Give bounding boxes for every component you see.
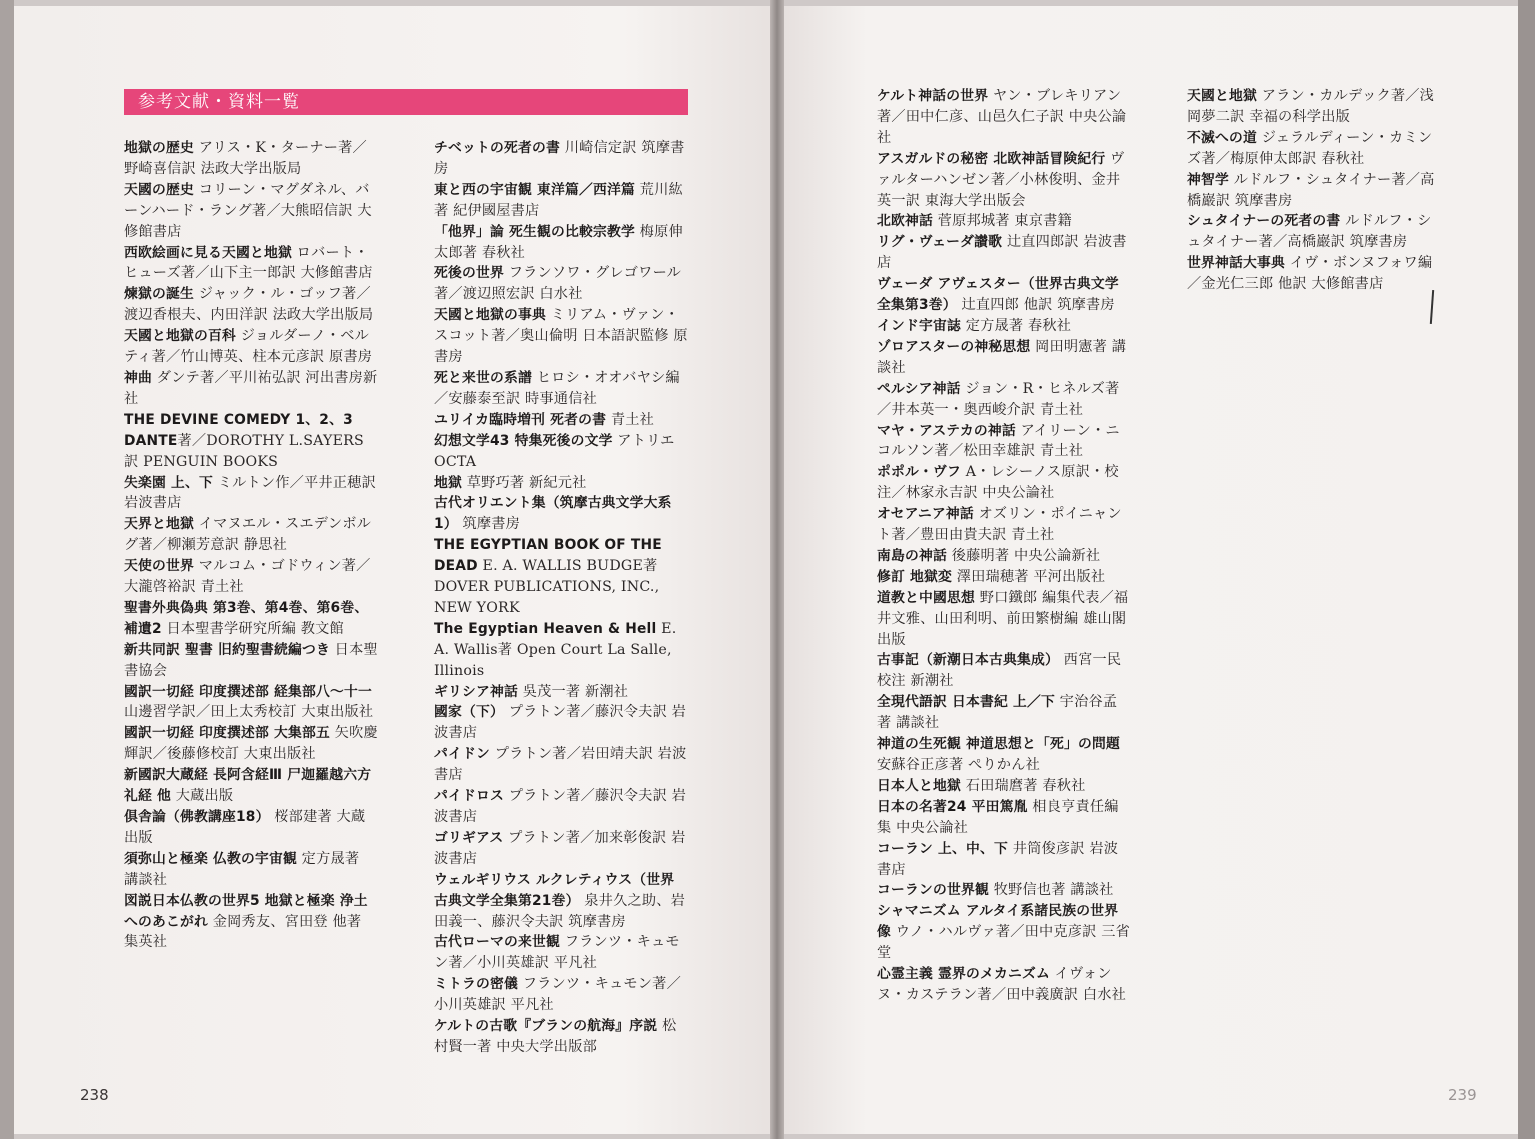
entry-title: 天國と地獄 bbox=[1187, 88, 1257, 104]
entry-details: 川崎信定訳 筑摩書房 bbox=[434, 140, 685, 177]
entry-title: 「他界」論 死生観の比較宗教学 bbox=[434, 223, 635, 240]
entry-details: ウノ・ハルヴァ著／田中克彦訳 三省堂 bbox=[877, 924, 1131, 962]
entry-title: アスガルドの秘密 北欧神話冒険紀行 bbox=[877, 150, 1106, 167]
entry-details: 野口鐵郎 編集代表／福井文雅、山田利明、前田繁樹編 雄山閣出版 bbox=[877, 589, 1129, 648]
entry-details: 岡田明憲著 講談社 bbox=[877, 338, 1127, 376]
entry-details: 泉井久之助、岩田義一、藤沢令夫訳 筑摩書房 bbox=[434, 892, 686, 930]
bibliography-entry bbox=[877, 274, 1131, 316]
entry-details: アトリエOCTA bbox=[434, 432, 675, 470]
entry-details: イマヌエル・スエデンボルグ著／柳瀬芳意訳 静思社 bbox=[124, 516, 372, 554]
bibliography-entry bbox=[124, 765, 378, 807]
bibliography-entry bbox=[434, 974, 688, 1016]
entry-title: 新共同訳 聖書 旧約聖書続編つき bbox=[124, 641, 330, 658]
entry-details: 吳茂一著 新潮社 bbox=[517, 683, 629, 700]
entry-details: 草野巧著 新紀元社 bbox=[462, 474, 587, 491]
entry-details: ミリアム・ヴァン・スコット著／奥山倫明 日本語訳監修 原書房 bbox=[434, 307, 688, 366]
entry-title: 神智学 bbox=[1187, 171, 1229, 188]
bibliography-entry bbox=[434, 473, 688, 494]
entry-title: ミトラの密儀 bbox=[434, 976, 518, 993]
bibliography-entry bbox=[877, 734, 1131, 776]
entry-details: オズリン・ポイニャント著／豊田由貴夫訳 青土社 bbox=[877, 506, 1122, 544]
bibliography-entry bbox=[124, 723, 378, 765]
entry-details: フランソワ・グレゴワール著／渡辺照宏訳 白水社 bbox=[434, 265, 682, 303]
entry-title: ギリシア神話 bbox=[434, 683, 518, 700]
entry-details: ルドルフ・シュタイナー著／高橋巖訳 筑摩書房 bbox=[1187, 171, 1435, 209]
bibliography-entry bbox=[434, 263, 688, 305]
bibliography-entry bbox=[877, 776, 1131, 797]
bibliography-entry bbox=[434, 180, 688, 222]
bibliography-entry bbox=[877, 650, 1131, 692]
entry-details: イヴォンヌ・カステラン著／田中義廣訳 白水社 bbox=[877, 966, 1127, 1003]
entry-details: 井筒俊彦訳 岩波書店 bbox=[877, 840, 1119, 878]
entry-details: 定方晟著 講談社 bbox=[124, 850, 360, 888]
page-number-left: 238 bbox=[80, 1086, 109, 1104]
entry-title: 死と来世の系譜 bbox=[434, 369, 532, 386]
bibliography-entry bbox=[877, 316, 1131, 337]
entry-title: 修訂 地獄変 bbox=[877, 568, 952, 585]
bibliography-entry bbox=[124, 849, 378, 891]
entry-title: オセアニア神話 bbox=[877, 506, 974, 523]
entry-title: 倶舎論（佛教講座18） bbox=[124, 809, 270, 825]
bibliography-entry bbox=[877, 588, 1131, 651]
entry-details: 辻直四郎訳 岩波書店 bbox=[877, 234, 1127, 272]
entry-details: アイリーン・ニコルソン著／松田幸雄訳 青土社 bbox=[877, 422, 1120, 460]
entry-title: 幻想文学43 特集死後の文学 bbox=[434, 432, 613, 449]
bibliography-entry bbox=[1187, 253, 1441, 295]
section-heading: 参考文献・資料一覧 bbox=[124, 89, 688, 115]
entry-title: ゴリギアス bbox=[434, 829, 504, 846]
entry-title: 天界と地獄 bbox=[124, 516, 194, 533]
entry-title: コーランの世界観 bbox=[877, 882, 989, 899]
entry-title: 天國の歴史 bbox=[124, 181, 194, 198]
entry-title: ゾロアスターの神秘思想 bbox=[877, 338, 1031, 355]
entry-details: 相良亨責任編集 中央公論社 bbox=[877, 798, 1119, 836]
bibliography-entry bbox=[877, 337, 1131, 379]
book-gutter bbox=[770, 0, 784, 1139]
bibliography-entry bbox=[434, 305, 688, 368]
bibliography-entry bbox=[124, 891, 378, 954]
entry-title: マヤ・アステカの神話 bbox=[877, 422, 1016, 439]
bibliography-entry bbox=[124, 598, 378, 640]
entry-title: 新國訳大蔵経 長阿含経Ⅲ 尸迦羅越六方礼経 他 bbox=[124, 767, 372, 805]
entry-details: プラトン著／藤沢令夫訳 岩波書店 bbox=[434, 704, 687, 742]
bibliography-column-left-2 bbox=[434, 138, 688, 1058]
entry-details: プラトン著／岩田靖夫訳 岩波書店 bbox=[434, 746, 687, 784]
bibliography-entry bbox=[434, 619, 688, 682]
entry-details: ジョルダーノ・ベルティ著／竹山博英、柱本元彦訳 原書房 bbox=[124, 328, 373, 366]
bibliography-entry bbox=[877, 964, 1131, 1006]
entry-details: 大蔵出版 bbox=[171, 788, 234, 805]
entry-title: 失楽園 上、下 bbox=[124, 474, 213, 491]
entry-details: ヤン・ブレキリアン著／田中仁彦、山邑久仁子訳 中央公論社 bbox=[877, 88, 1127, 146]
entry-details: 定方晟著 春秋社 bbox=[960, 317, 1072, 334]
book-edge-right bbox=[1518, 0, 1535, 1139]
bibliography-entry bbox=[877, 546, 1131, 567]
entry-details: A・レシーノス原訳・校注／林家永吉訳 中央公論社 bbox=[877, 464, 1119, 502]
bibliography-entry bbox=[877, 901, 1131, 964]
bibliography-entry bbox=[434, 138, 688, 180]
bibliography-column-right-1 bbox=[877, 86, 1131, 1006]
entry-title: ウェルギリウス ルクレティウス（世界古典文学全集第21巻） bbox=[434, 871, 675, 909]
entry-details: E. A. WALLIS BUDGE著 DOVER PUBLICATIONS, INC., NEW YORK bbox=[434, 558, 660, 616]
entry-details: 辻直四郎 他訳 筑摩書房 bbox=[956, 297, 1115, 314]
entry-title: 不滅への道 bbox=[1187, 129, 1257, 146]
entry-title: シャマニズム アルタイ系諸民族の世界像 bbox=[877, 903, 1119, 941]
entry-title: パイドロス bbox=[434, 788, 504, 805]
entry-title: リグ・ヴェーダ讃歌 bbox=[877, 234, 1003, 251]
bibliography-entry bbox=[877, 421, 1131, 463]
entry-title: 西欧絵画に見る天國と地獄 bbox=[124, 244, 292, 261]
entry-details: ロバート・ヒューズ著／山下主一郎訳 大修館書店 bbox=[124, 244, 373, 282]
entry-details: 菅原邦城著 東京書籍 bbox=[933, 213, 1072, 230]
entry-title: 古事記（新潮日本古典集成） bbox=[877, 652, 1059, 669]
entry-title: ヴェーダ アヴェスター（世界古典文学全集第3巻） bbox=[877, 276, 1119, 314]
entry-details: 牧野信也著 講談社 bbox=[988, 882, 1114, 899]
bibliography-entry bbox=[434, 1016, 688, 1058]
entry-details: 矢吹慶輝訳／後藤修校訂 大東出版社 bbox=[124, 725, 378, 763]
entry-title: The Egyptian Heaven & Hell bbox=[434, 620, 657, 637]
bibliography-entry bbox=[124, 640, 378, 682]
entry-details: ジョン・R・ヒネルズ著／井本英一・奥西峻介訳 青土社 bbox=[877, 380, 1120, 418]
entry-details: 著／DOROTHY L.SAYERS訳 PENGUIN BOOKS bbox=[124, 432, 364, 470]
bibliography-entry bbox=[124, 180, 378, 243]
entry-title: 神曲 bbox=[124, 369, 152, 386]
entry-title: パイドン bbox=[434, 746, 490, 763]
entry-details: マルコム・ゴドウィン著／大瀧啓裕訳 青土社 bbox=[124, 558, 371, 596]
entry-title: 東と西の宇宙観 東洋篇／西洋篇 bbox=[434, 181, 635, 198]
entry-details: フランツ・キュモン著／小川英雄訳 平凡社 bbox=[434, 934, 680, 972]
bibliography-entry bbox=[124, 410, 378, 473]
bibliography-entry bbox=[434, 702, 688, 744]
bibliography-entry bbox=[1187, 170, 1441, 212]
bibliography-entry bbox=[124, 138, 378, 180]
bibliography-entry bbox=[1187, 86, 1441, 128]
entry-title: シュタイナーの死者の書 bbox=[1187, 213, 1341, 230]
entry-details: ジェラルディーン・カミンズ著／梅原伸太郎訳 春秋社 bbox=[1187, 129, 1433, 167]
entry-details: アリス・K・ターナー著／野崎喜信訳 法政大学出版局 bbox=[124, 140, 367, 177]
bibliography-entry bbox=[124, 556, 378, 598]
bibliography-entry bbox=[434, 786, 688, 828]
bibliography-entry bbox=[877, 149, 1131, 212]
page-number-right: 239 bbox=[1448, 1086, 1477, 1104]
entry-title: 南島の神話 bbox=[877, 547, 947, 564]
entry-details: E. A. Wallis著 Open Court La Salle, Illinois bbox=[434, 620, 677, 679]
bibliography-entry bbox=[434, 828, 688, 870]
entry-title: 天國と地獄の事典 bbox=[434, 307, 546, 324]
bibliography-entry bbox=[124, 514, 378, 556]
entry-details: 日本聖書協会 bbox=[124, 641, 378, 679]
bibliography-column-left-1 bbox=[124, 138, 378, 953]
entry-details: ルドルフ・シュタイナー著／高橋巖訳 筑摩書房 bbox=[1187, 213, 1432, 251]
entry-details: ジャック・ル・ゴッフ著／渡辺香根夫、内田洋訳 法政大学出版局 bbox=[124, 286, 374, 324]
entry-details: 澤田瑞穂著 平河出版社 bbox=[952, 568, 1106, 585]
entry-details: 松村賢一著 中央大学出版部 bbox=[434, 1018, 677, 1055]
bibliography-entry bbox=[124, 284, 378, 326]
entry-title: チベットの死者の書 bbox=[434, 140, 560, 156]
entry-details: 梅原伸太郎著 春秋社 bbox=[434, 223, 683, 261]
entry-title: 世界神話大事典 bbox=[1187, 255, 1285, 272]
bibliography-entry bbox=[1187, 211, 1441, 253]
entry-title: THE EGYPTIAN BOOK OF THE DEAD bbox=[434, 537, 662, 575]
entry-title: 聖書外典偽典 第3巻、第4巻、第6巻、補遺2 bbox=[124, 599, 369, 637]
entry-details: コリーン・マグダネル、バーンハード・ラング著／大熊昭信訳 大修館書店 bbox=[124, 181, 372, 240]
bibliography-entry bbox=[877, 839, 1131, 881]
entry-details: アラン・カルデック著／浅岡夢二訳 幸福の科学出版 bbox=[1187, 88, 1435, 125]
bibliography-entry bbox=[124, 807, 378, 849]
entry-title: THE DEVINE COMEDY 1、2、3 DANTE bbox=[124, 411, 353, 449]
bibliography-entry bbox=[877, 567, 1131, 588]
bibliography-entry bbox=[434, 410, 688, 431]
entry-details: ダンテ著／平川祐弘訳 河出書房新社 bbox=[124, 369, 378, 407]
bibliography-entry bbox=[124, 682, 378, 724]
bibliography-entry bbox=[434, 535, 688, 619]
bibliography-entry bbox=[124, 243, 378, 285]
bibliography-entry bbox=[877, 379, 1131, 421]
book-edge-left bbox=[0, 0, 14, 1139]
bibliography-entry bbox=[877, 462, 1131, 504]
bibliography-entry bbox=[124, 326, 378, 368]
bibliography-entry bbox=[434, 870, 688, 933]
entry-details: 筑摩書房 bbox=[457, 516, 521, 533]
bibliography-entry bbox=[1187, 128, 1441, 170]
entry-title: ペルシア神話 bbox=[877, 380, 961, 397]
bibliography-entry bbox=[877, 797, 1131, 839]
entry-title: ケルト神話の世界 bbox=[877, 88, 989, 104]
entry-title: ケルトの古歌『ブランの航海』序説 bbox=[434, 1018, 658, 1035]
entry-details: プラトン著／藤沢令夫訳 岩波書店 bbox=[434, 788, 687, 825]
entry-title: 道教と中國思想 bbox=[877, 589, 975, 606]
entry-details: ヒロシ・オオバヤシ編／安藤泰至訳 時事通信社 bbox=[434, 369, 680, 407]
entry-details: ヴァルターハンゼン著／小林俊明、金井英一訳 東海大学出版会 bbox=[877, 150, 1125, 209]
bibliography-entry bbox=[877, 692, 1131, 734]
entry-title: コーラン 上、中、下 bbox=[877, 840, 1008, 857]
entry-title: 日本の名著24 平田篤胤 bbox=[877, 798, 1028, 815]
bibliography-entry bbox=[434, 222, 688, 264]
entry-details: ミルトン作／平井正穂訳 岩波書店 bbox=[124, 474, 376, 512]
entry-details: 青土社 bbox=[606, 411, 655, 428]
bibliography-entry bbox=[877, 880, 1131, 901]
entry-details: 荒川紘著 紀伊國屋書店 bbox=[434, 181, 683, 219]
entry-title: インド宇宙誌 bbox=[877, 317, 961, 334]
bibliography-entry bbox=[877, 211, 1131, 232]
entry-title: 古代ローマの来世観 bbox=[434, 934, 560, 951]
entry-title: 國訳一切経 印度撰述部 経集部八～十一 bbox=[124, 683, 372, 700]
entry-details: フランツ・キュモン著／小川英雄訳 平凡社 bbox=[434, 976, 681, 1014]
bibliography-entry bbox=[434, 682, 688, 703]
entry-title: 國家（下） bbox=[434, 704, 504, 721]
entry-details: 石田瑞麿著 春秋社 bbox=[960, 777, 1086, 794]
entry-details: 西宮一民校注 新潮社 bbox=[877, 652, 1122, 690]
bibliography-entry bbox=[124, 473, 378, 515]
entry-title: 地獄 bbox=[434, 474, 462, 491]
entry-details: 後藤明著 中央公論新社 bbox=[946, 547, 1101, 564]
entry-details: イヴ・ボンヌフォワ編／金光仁三郎 他訳 大修館書店 bbox=[1187, 255, 1433, 293]
entry-details: 日本聖書学研究所編 教文館 bbox=[161, 620, 344, 637]
bibliography-entry bbox=[434, 493, 688, 535]
entry-details: 金岡秀友、宮田登 他著 集英社 bbox=[124, 913, 362, 951]
entry-title: 死後の世界 bbox=[434, 265, 504, 282]
entry-title: ポポル・ヴフ bbox=[877, 464, 961, 481]
bibliography-entry bbox=[877, 504, 1131, 546]
entry-title: 図説日本仏教の世界5 地獄と極楽 浄土へのあこがれ bbox=[124, 892, 368, 930]
entry-title: 神道の生死観 神道思想と「死」の問題 bbox=[877, 736, 1120, 753]
entry-details: 山邊習学訳／田上太秀校訂 大東出版社 bbox=[124, 704, 374, 721]
bibliography-entry bbox=[124, 368, 378, 410]
entry-title: 煉獄の誕生 bbox=[124, 286, 194, 303]
bibliography-entry bbox=[434, 932, 688, 974]
entry-details: プラトン著／加来彰俊訳 岩波書店 bbox=[434, 829, 686, 867]
entry-title: 天國と地獄の百科 bbox=[124, 328, 236, 345]
bibliography-entry bbox=[434, 744, 688, 786]
entry-title: ユリイカ臨時増刊 死者の書 bbox=[434, 411, 607, 428]
entry-title: 須弥山と極楽 仏教の宇宙観 bbox=[124, 850, 297, 867]
entry-details: 宇治谷孟著 講談社 bbox=[877, 694, 1118, 732]
entry-title: 北欧神話 bbox=[877, 213, 933, 230]
entry-title: 國訳一切経 印度撰述部 大集部五 bbox=[124, 725, 330, 742]
bibliography-entry bbox=[434, 431, 688, 473]
entry-details: 桜部建著 大蔵出版 bbox=[124, 809, 366, 846]
entry-title: 地獄の歴史 bbox=[124, 140, 194, 156]
entry-title: 心霊主義 霊界のメカニズム bbox=[877, 966, 1050, 983]
entry-title: 天使の世界 bbox=[124, 558, 194, 575]
entry-title: 古代オリエント集（筑摩古典文学大系1） bbox=[434, 495, 672, 533]
bibliography-entry bbox=[434, 368, 688, 410]
entry-title: 全現代語訳 日本書紀 上／下 bbox=[877, 694, 1055, 711]
entry-details: 安蘇谷正彦著 ぺりかん社 bbox=[877, 757, 1040, 773]
entry-title: 日本人と地獄 bbox=[877, 777, 961, 794]
bibliography-entry bbox=[877, 232, 1131, 274]
bibliography-column-right-2 bbox=[1187, 86, 1441, 295]
bibliography-entry bbox=[877, 86, 1131, 149]
